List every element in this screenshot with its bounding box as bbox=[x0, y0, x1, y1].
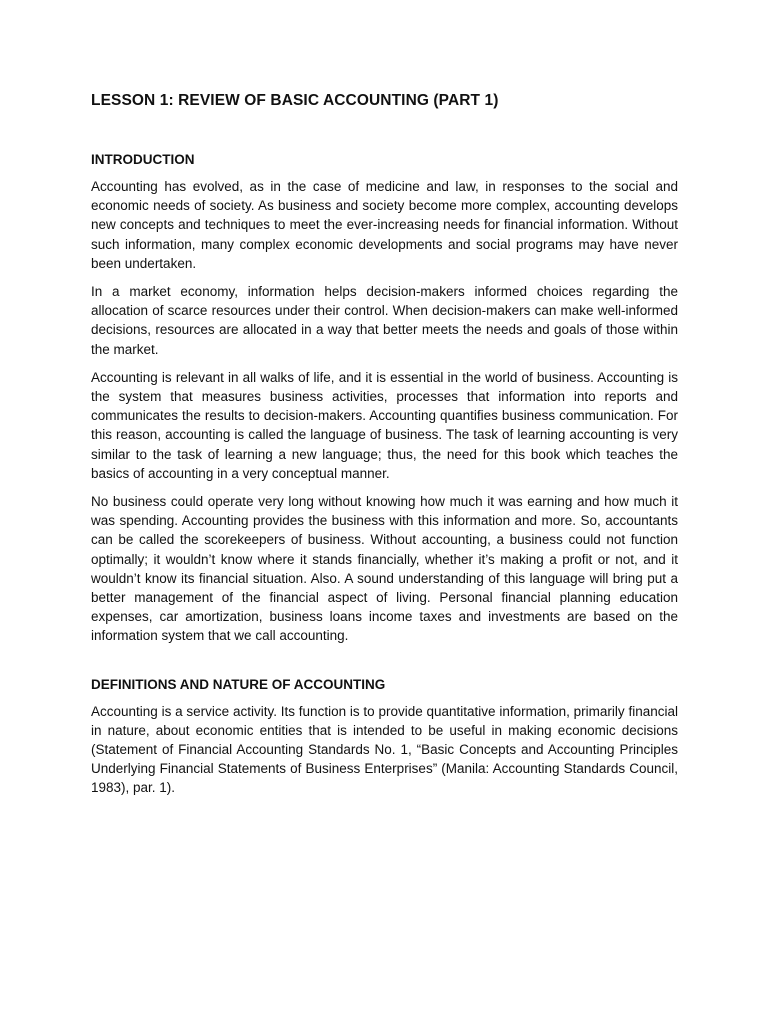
paragraph: No business could operate very long without knowing how much it was earning and how much it was spending. Accounting provides the business with this information and more. So, accountants can be called the scorekeepers of business. Without accounting, a business could not function optimally; it wouldn’t know where it stands financially, whether it’s making a profit or not, and it wouldn’t know its financial situation. Also. A sound understanding of this language will bring put a better management of the financial aspect of living. Personal financial planning education expenses, car amortization, business loans income taxes and investments are based on the information system that we call accounting. bbox=[91, 494, 678, 644]
paragraph: Accounting is a service activity. Its function is to provide quantitative information, primarily financial in nature, about economic entities that is intended to be useful in making economic decisions (Statement of Financial Accounting Standards No. 1, “Basic Concepts and Accounting Principles Underlying Financial Statements of Business Enterprises” (Manila: Accounting Standards Council, 1983), par. 1). bbox=[91, 703, 678, 796]
document-page bbox=[91, 92, 678, 807]
section-heading-definitions: DEFINITIONS AND NATURE OF ACCOUNTING bbox=[91, 676, 386, 692]
section-definitions bbox=[91, 677, 678, 798]
paragraph: In a market economy, information helps decision-makers informed choices regarding the allocation of scarce resources under their control. When decision-makers can make well-informed decisions, resources are allocated in a way that better meets the needs and goals of those within the market. bbox=[91, 284, 678, 357]
section-introduction bbox=[91, 152, 678, 646]
document-title: LESSON 1: REVIEW OF BASIC ACCOUNTING (PART 1) bbox=[91, 92, 499, 109]
paragraph: Accounting has evolved, as in the case of medicine and law, in responses to the social and economic needs of society. As business and society become more complex, accounting develops new concepts and techniques to meet the ever-increasing needs for financial information. Without such information, many complex economic developments and social programs may have never been undertaken. bbox=[91, 179, 678, 271]
paragraph: Accounting is relevant in all walks of life, and it is essential in the world of business. Accounting is the system that measures business activities, processes that information into reports and communicates the results to decision-makers. Accounting quantifies business communication. For this reason, accounting is called the language of business. The task of learning accounting is very similar to the task of learning a new language; thus, the need for this book which teaches the basics of accounting in a very conceptual manner. bbox=[91, 369, 678, 481]
section-spacer bbox=[91, 655, 678, 677]
section-heading-introduction: INTRODUCTION bbox=[91, 152, 195, 167]
